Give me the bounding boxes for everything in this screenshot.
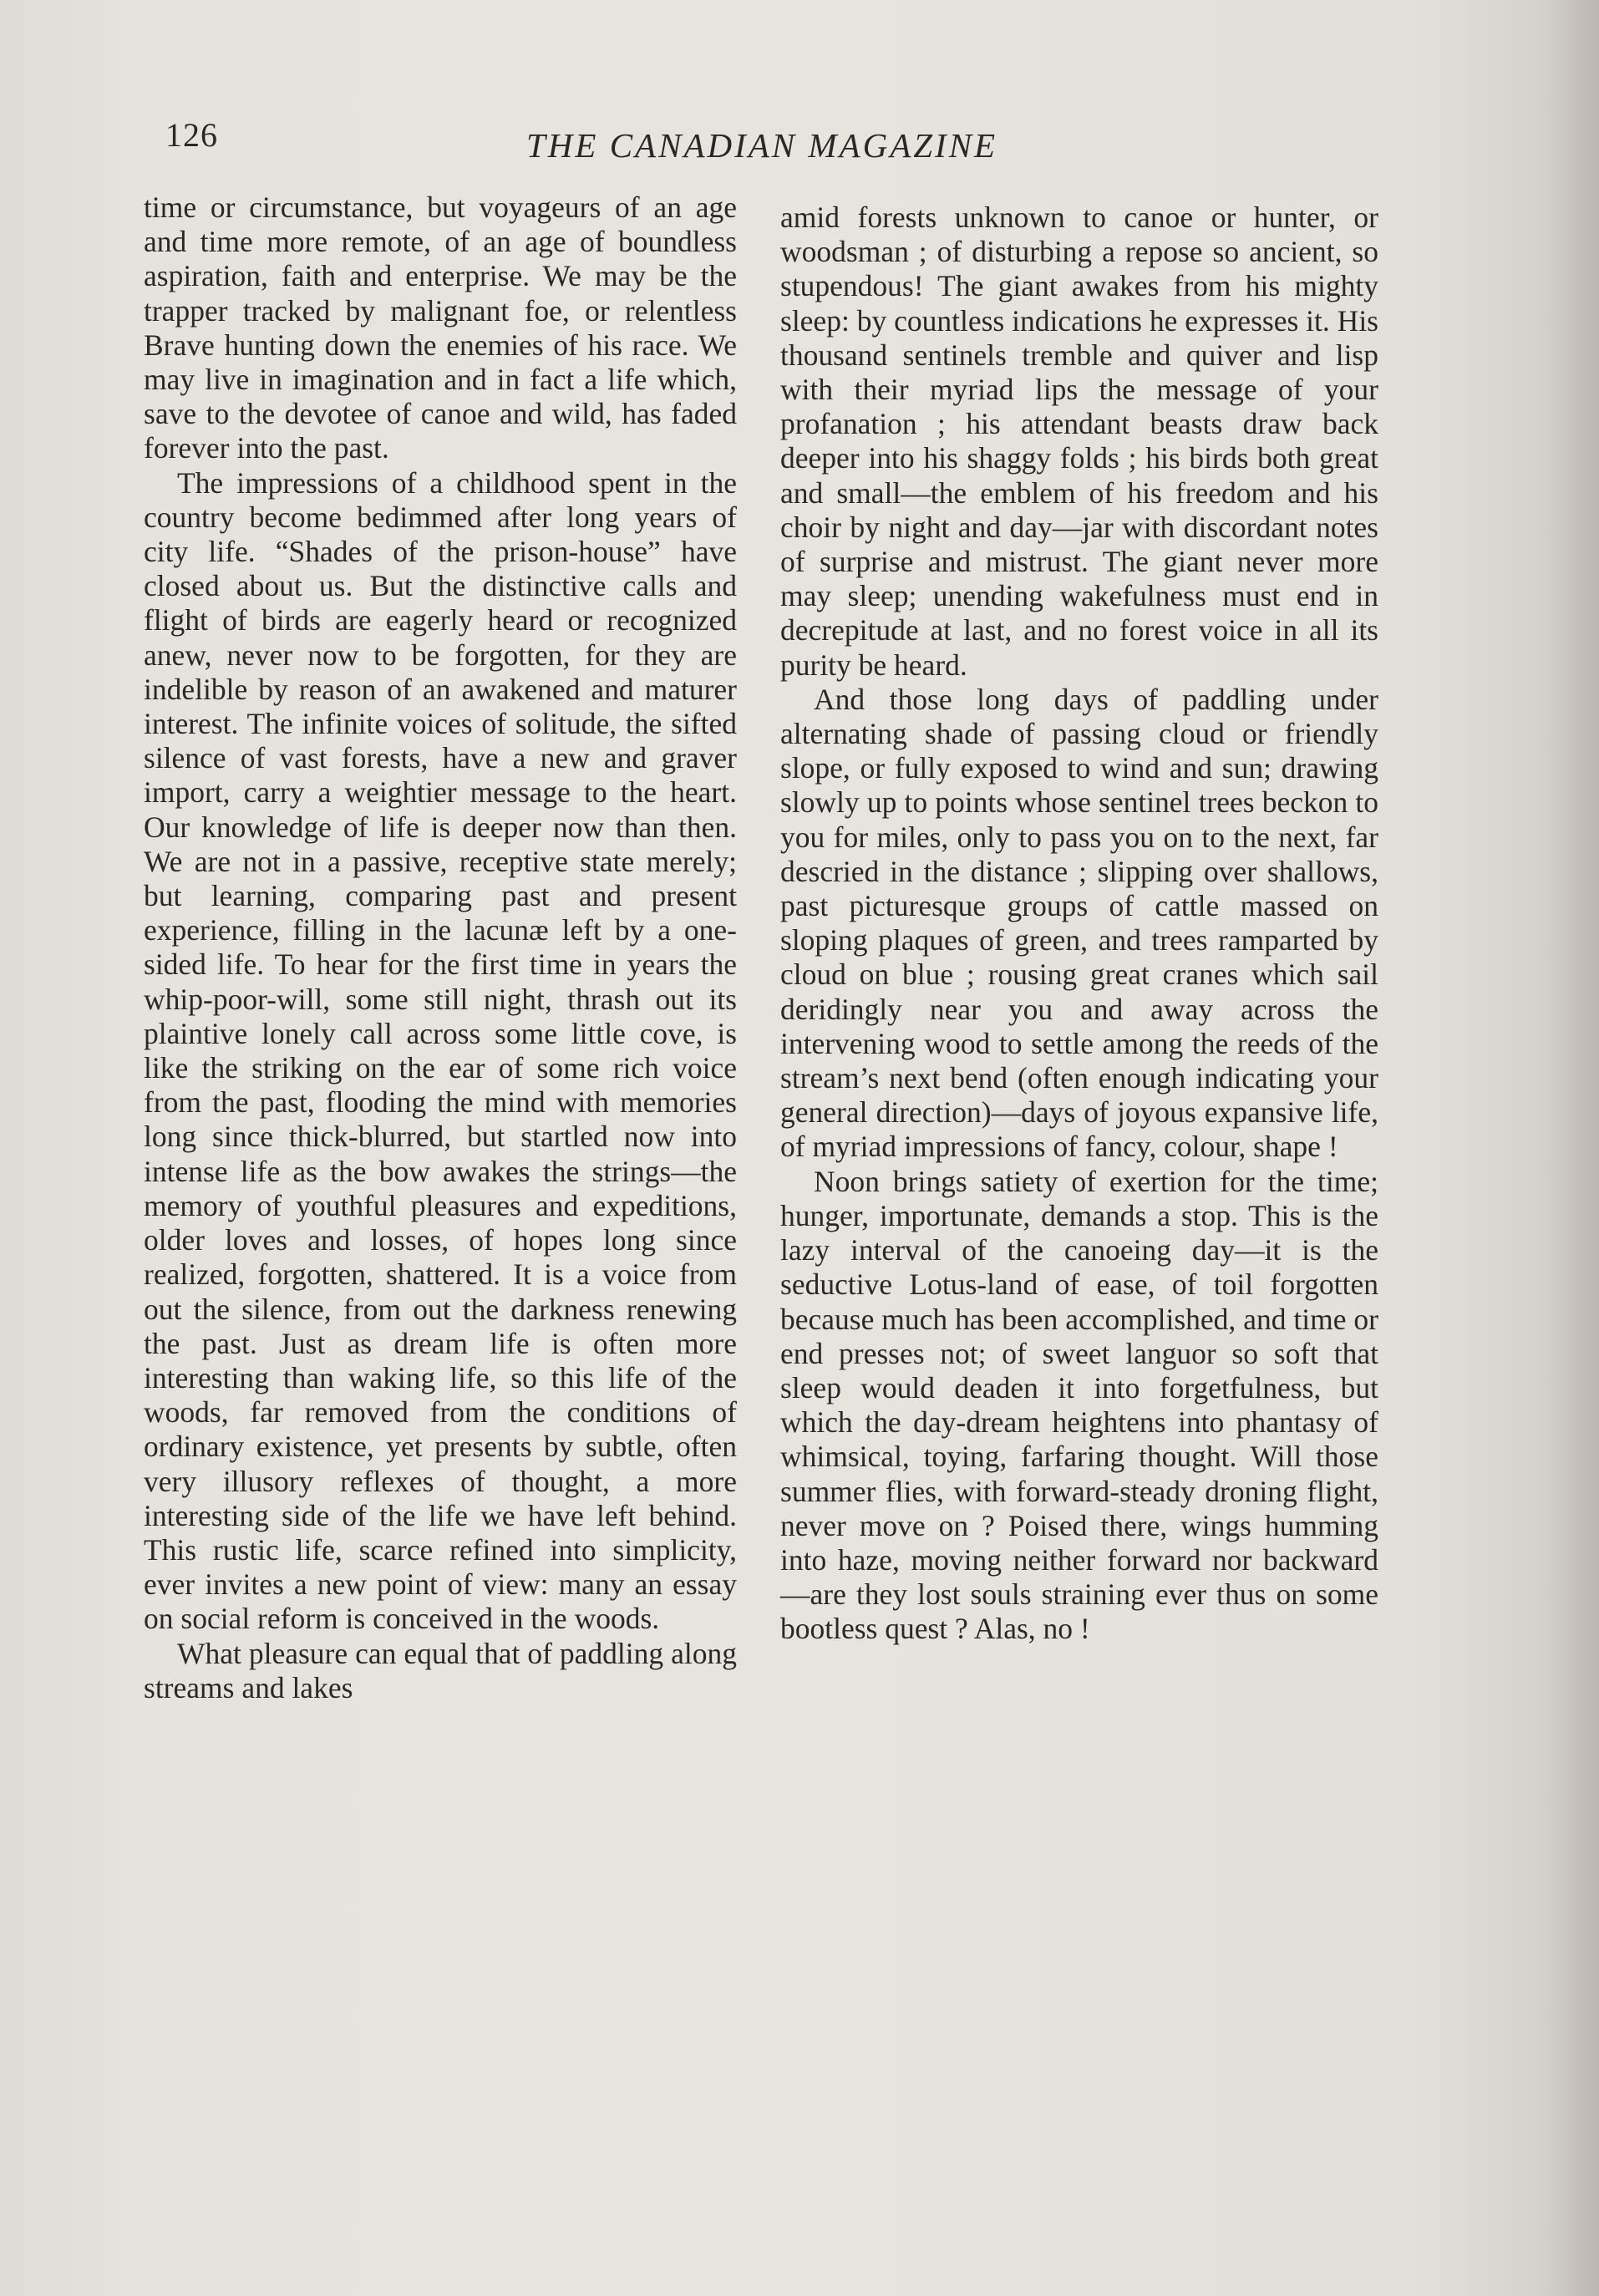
paragraph: And those long days of paddling under alternating shade of passing cloud or friendly slope, or fully exposed to wind and sun; drawing slowly up to points whose sentinel trees beckon to you for miles, only to pass you on to the next, far descried in the distance ; slipping over shallows, past picturesque groups of cattle massed on sloping plaques of green, and trees ramparted by cloud on blue ; rousing great cranes which sail deridingly near you and away across the intervening wood to settle among the reeds of the stream’s next bend (often enough indicating your general direction)—days of joyous expansive life, of myriad impressions of fancy, colour, shape ! — [780, 682, 1378, 1164]
right-column — [780, 201, 1378, 1647]
paragraph: amid forests unknown to canoe or hunter, or woodsman ; of disturbing a repose so ancient, so stupendous! The giant awakes from his mighty sleep: by countless indications he expresses it. His thousand sentinels tremble and quiver and lisp with their myriad lips the message of your profanation ; his attendant beasts draw back deeper into his shaggy folds ; his birds both great and small—the emblem of his freedom and his choir by night and day—jar with discordant notes of surprise and mistrust. The giant never more may sleep; unending wakefulness must end in decrepitude at last, and no forest voice in all its purity be heard. — [780, 201, 1378, 682]
running-title: THE CANADIAN MAGAZINE — [526, 126, 998, 165]
paragraph: What pleasure can equal that of paddling along streams and lakes — [144, 1636, 737, 1704]
page-edge-shadow — [1541, 0, 1599, 2296]
paragraph: time or circumstance, but voyageurs of an age and time more remote, of an age of boundless aspiration, faith and enterprise. We may be the trapper tracked by malignant foe, or relentless Brave hunting down the enemies of his race. We may live in imagination and in fact a life which, save to the devotee of canoe and wild, has faded forever into the past. — [144, 190, 737, 465]
left-column — [144, 190, 737, 1705]
paragraph: Noon brings satiety of exertion for the time; hunger, importunate, demands a stop. This is the lazy interval of the canoeing day—it is the seductive Lotus-land of ease, of toil forgotten because much has been accomplished, and time or end presses not; of sweet languor so soft that sleep would deaden it into forgetfulness, but which the day-dream heightens into phantasy of whimsical, toying, farfaring thought. Will those summer flies, with forward-steady droning flight, never move on ? Poised there, wings humming into haze, moving neither forward nor backward—are they lost souls straining ever thus on some bootless quest ? Alas, no ! — [780, 1164, 1378, 1646]
paragraph: The impressions of a childhood spent in the country become bedimmed after long years of city life. “Shades of the prison-house” have closed about us. But the distinctive calls and flight of birds are eagerly heard or recognized anew, never now to be forgotten, for they are indelible by reason of an awakened and maturer interest. The infinite voices of solitude, the sifted silence of vast forests, have a new and graver import, carry a weightier message to the heart. Our knowledge of life is deeper now than then. We are not in a passive, receptive state merely; but learning, comparing past and present experience, filling in the lacunæ left by a one-sided life. To hear for the first time in years the whip-poor-will, some still night, thrash out its plaintive lonely call across some little cove, is like the striking on the ear of some rich voice from the past, flooding the mind with memories long since thick-blurred, but startled now into intense life as the bow awakes the strings—the memory of youthful pleasures and expeditions, older loves and losses, of hopes long since realized, forgotten, shattered. It is a voice from out the silence, from out the darkness renewing the past. Just as dream life is often more interesting than waking life, so this life of the woods, far removed from the conditions of ordinary existence, yet presents by subtle, often very illusory reflexes of thought, a more interesting side of the life we have left behind. This rustic life, scarce refined into simplicity, ever invites a new point of view: many an essay on social reform is conceived in the woods. — [144, 465, 737, 1636]
page-number: 126 — [165, 116, 218, 154]
